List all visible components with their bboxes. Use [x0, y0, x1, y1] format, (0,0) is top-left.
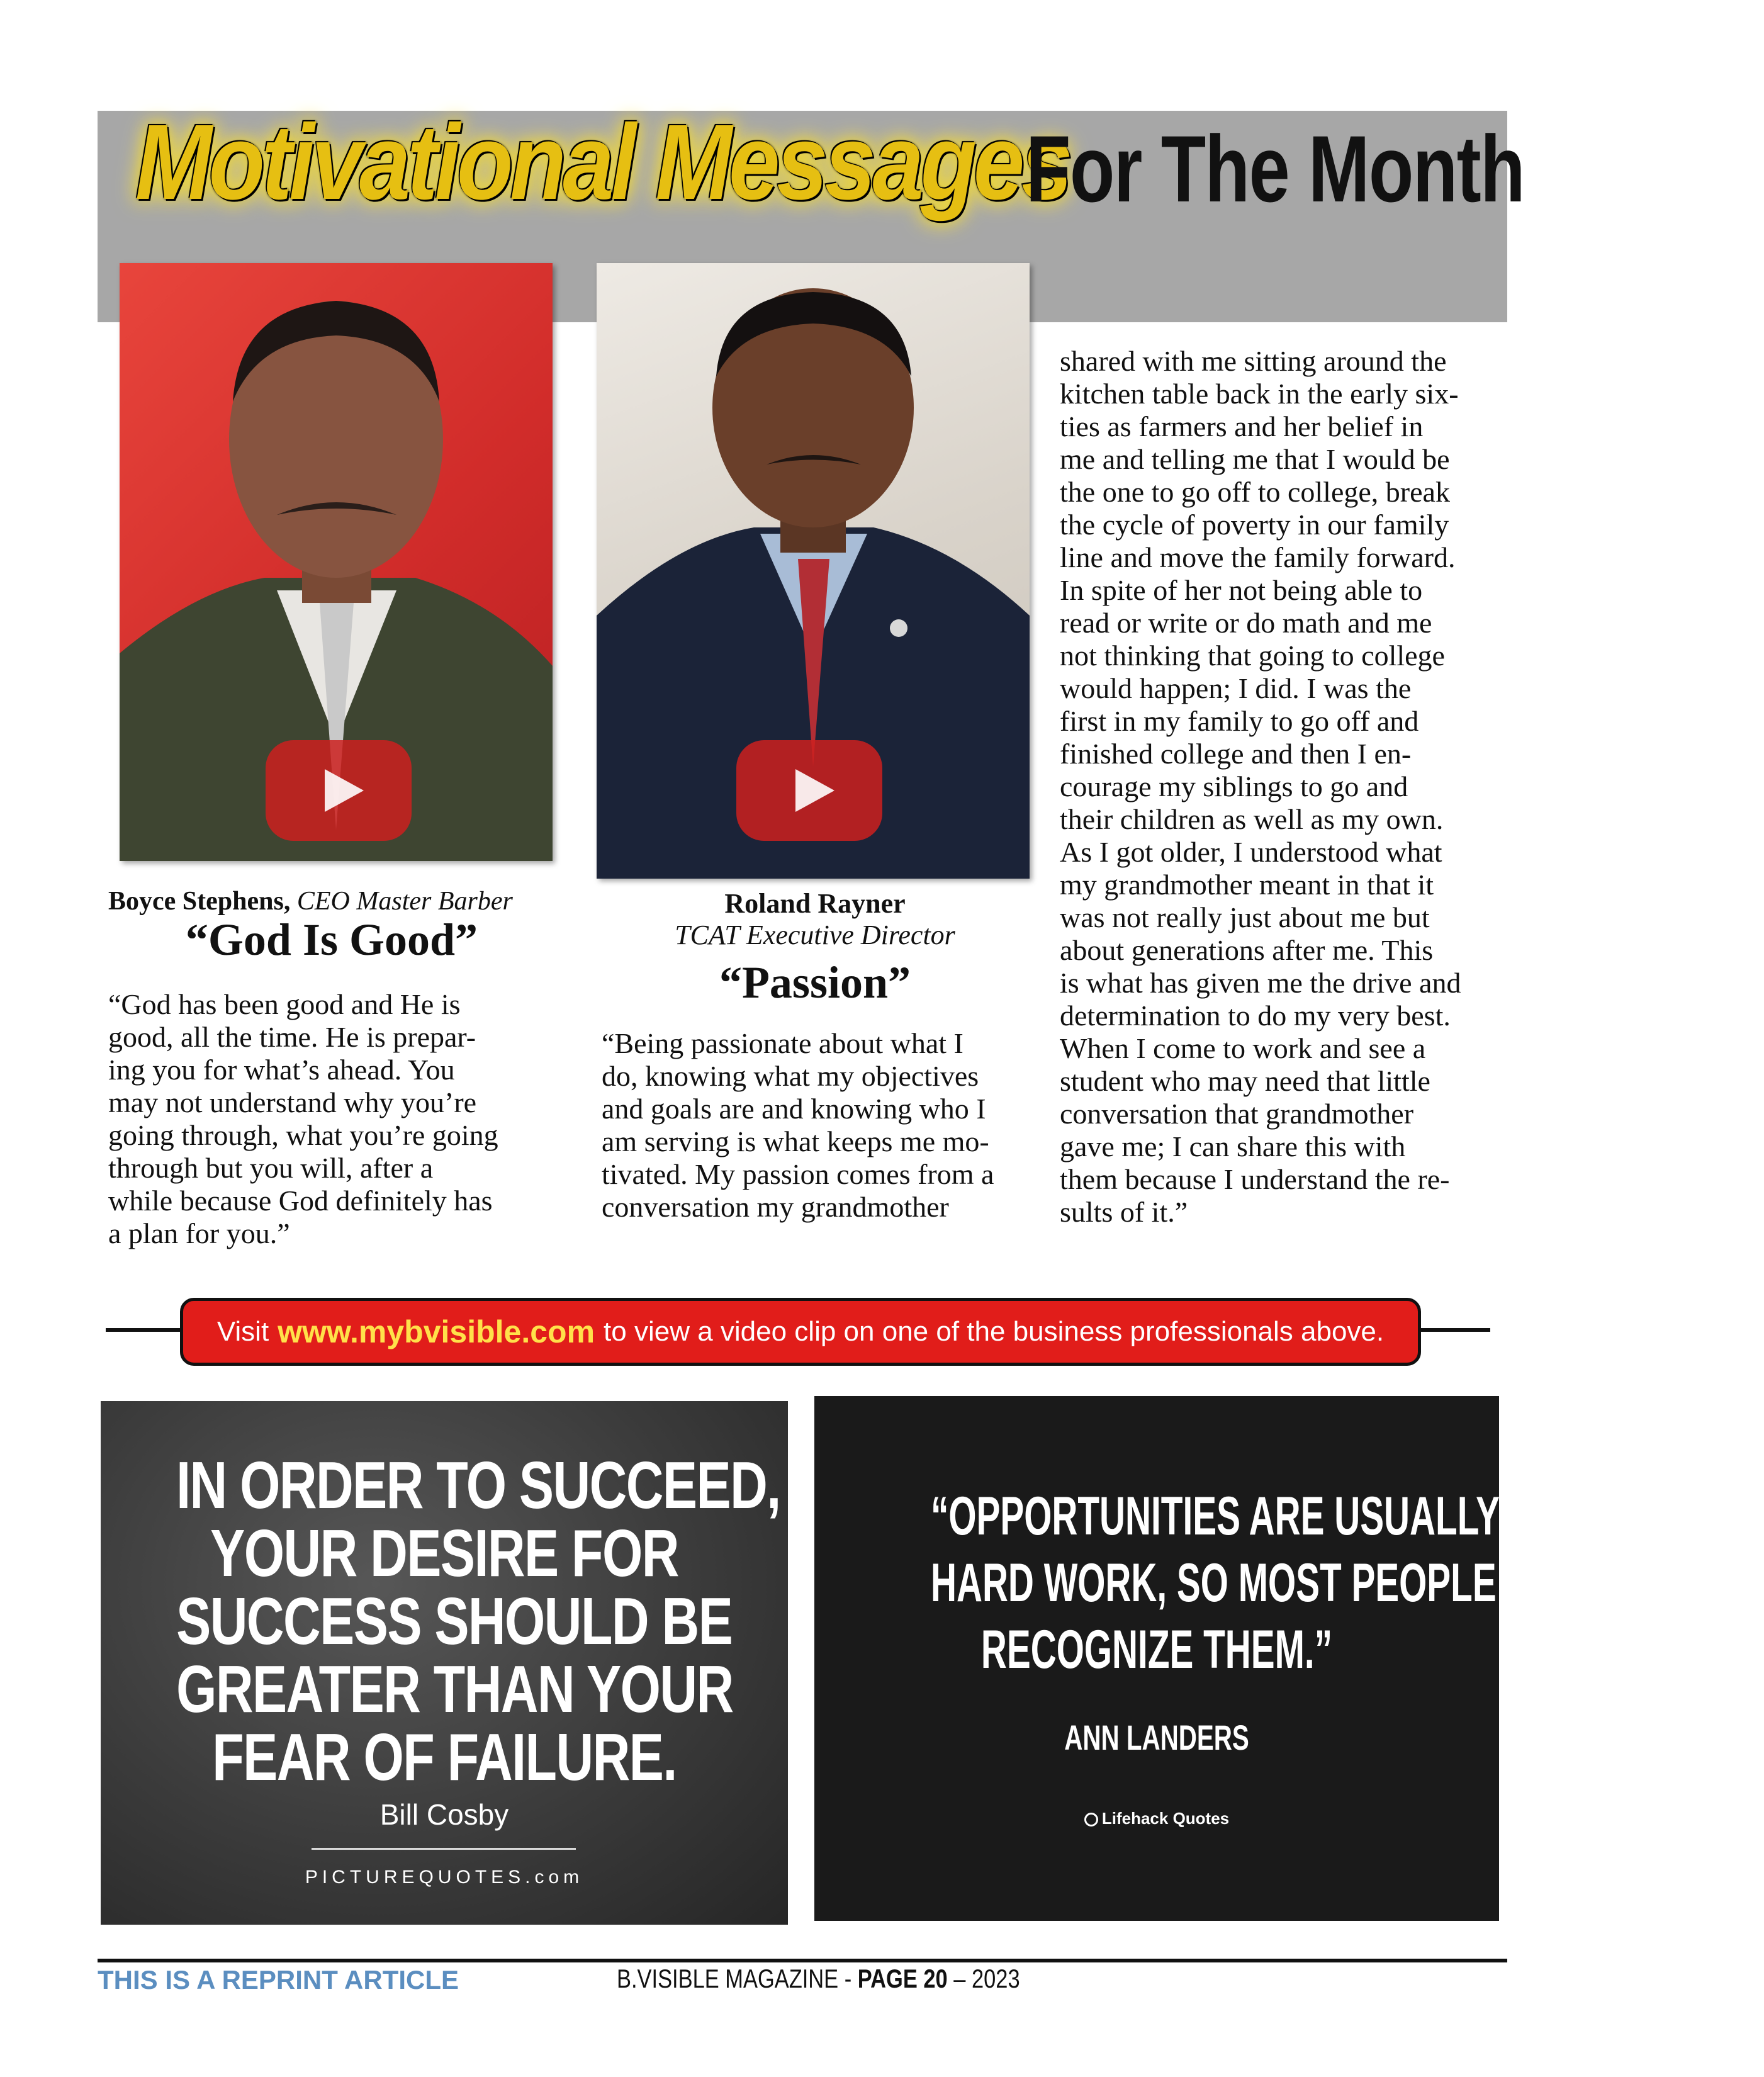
- photo-boyce-stephens[interactable]: [120, 263, 553, 861]
- quote-body: [602, 1027, 1036, 1224]
- quote-image-bill-cosby: [101, 1401, 788, 1925]
- title-sub: For The Month: [1026, 116, 1525, 222]
- quote-line: HARD WORK, SO MOST PEOPLE DON’T: [930, 1553, 1618, 1613]
- body-line: going through, what you’re going: [108, 1119, 498, 1151]
- quote-body-continued: [1060, 345, 1500, 1229]
- body-line: may not understand why you’re: [108, 1086, 477, 1118]
- copyright-icon: [1084, 1813, 1098, 1827]
- video-banner: [180, 1298, 1421, 1366]
- quote-line: FEAR OF FAILURE.: [212, 1720, 677, 1794]
- body-line: read or write or do math and me: [1060, 607, 1432, 639]
- body-line: finished college and then I en-: [1060, 738, 1412, 770]
- body-line: student who may need that little: [1060, 1065, 1430, 1097]
- quote-text: [814, 1483, 1764, 1683]
- body-line: conversation that grandmother: [1060, 1098, 1414, 1130]
- body-line: through but you will, after a: [108, 1152, 434, 1184]
- title-main: Motivational Messages: [135, 103, 1070, 222]
- body-line: kitchen table back in the early six-: [1060, 378, 1459, 410]
- body-line: When I come to work and see a: [1060, 1032, 1426, 1064]
- body-line: courage my siblings to go and: [1060, 770, 1408, 802]
- banner-url-link[interactable]: www.mybvisible.com: [278, 1314, 595, 1349]
- body-line: would happen; I did. I was the: [1060, 672, 1412, 704]
- quote-author: ANN LANDERS: [1064, 1718, 1249, 1757]
- reprint-label: THIS IS A REPRINT ARTICLE: [98, 1965, 459, 1995]
- speaker-role: TCAT Executive Director: [675, 920, 955, 950]
- body-line: about generations after me. This: [1060, 934, 1434, 966]
- footer-magazine-line: [617, 1964, 1020, 1994]
- quote-credit: Lifehack Quotes: [1101, 1809, 1230, 1828]
- photo-roland-rayner[interactable]: [597, 263, 1030, 879]
- speaker-name: Boyce Stephens,: [108, 887, 291, 916]
- body-line: while because God definitely has: [108, 1185, 493, 1217]
- speaker-name: Roland Rayner: [724, 888, 906, 919]
- body-line: is what has given me the drive and: [1060, 967, 1461, 999]
- body-line: their children as well as my own.: [1060, 803, 1444, 835]
- body-line: good, all the time. He is prepar-: [108, 1021, 476, 1053]
- body-line: first in my family to go off and: [1060, 705, 1419, 737]
- body-line: a plan for you.”: [108, 1217, 290, 1249]
- quote-title: “Passion”: [719, 957, 911, 1008]
- quote-title: “God Is Good”: [185, 915, 478, 965]
- year: – 2023: [953, 1964, 1020, 1993]
- quote-text: [101, 1448, 788, 1794]
- quote-line: SUCCESS SHOULD BE: [176, 1584, 733, 1658]
- quote-author: Bill Cosby: [379, 1798, 509, 1831]
- body-line: my grandmother meant in that it: [1060, 869, 1434, 901]
- body-line: line and move the family forward.: [1060, 541, 1456, 573]
- body-line: conversation my grandmother: [602, 1191, 949, 1223]
- quote-line: RECOGNIZE THEM.”: [980, 1619, 1333, 1680]
- quote-line: “OPPORTUNITIES ARE USUALLY DISGUISED AS: [930, 1486, 1764, 1546]
- magazine-name: B.VISIBLE MAGAZINE -: [617, 1964, 852, 1993]
- body-line: the cycle of poverty in our family: [1060, 509, 1449, 541]
- body-line: As I got older, I understood what: [1060, 836, 1442, 868]
- quote-credit-line: [814, 1809, 1499, 1828]
- body-line: “God has been good and He is: [108, 988, 461, 1020]
- play-button-icon[interactable]: [736, 740, 882, 841]
- body-line: ties as farmers and her belief in: [1060, 410, 1424, 442]
- body-line: sults of it.”: [1060, 1196, 1188, 1228]
- divider: [312, 1848, 576, 1850]
- body-line: In spite of her not being able to: [1060, 574, 1423, 606]
- banner-suffix: to view a video clip on one of the business professionals above.: [604, 1316, 1385, 1347]
- quote-line: YOUR DESIRE FOR: [210, 1516, 678, 1590]
- play-button-icon[interactable]: [266, 740, 412, 841]
- body-line: and goals are and knowing who I: [602, 1093, 986, 1125]
- body-line: tivated. My passion comes from a: [602, 1158, 994, 1190]
- quote-credit: PICTUREQUOTES.com: [305, 1867, 584, 1888]
- speaker-name-line: [108, 886, 513, 916]
- body-line: the one to go off to college, break: [1060, 476, 1450, 508]
- footer-rule: [98, 1959, 1507, 1962]
- quote-body: [108, 988, 561, 1250]
- body-line: am serving is what keeps me mo-: [602, 1125, 989, 1157]
- body-line: me and telling me that I would be: [1060, 443, 1450, 475]
- body-line: not thinking that going to college: [1060, 639, 1445, 672]
- body-line: them because I understand the re-: [1060, 1163, 1450, 1195]
- body-line: gave me; I can share this with: [1060, 1130, 1406, 1162]
- body-line: determination to do my very best.: [1060, 999, 1451, 1032]
- page-number: PAGE 20: [857, 1964, 948, 1993]
- speaker-role: CEO Master Barber: [296, 887, 513, 916]
- quote-line: IN ORDER TO SUCCEED,: [176, 1448, 780, 1523]
- body-line: ing you for what’s ahead. You: [108, 1054, 455, 1086]
- quote-image-ann-landers: [814, 1396, 1764, 1921]
- quote-line: GREATER THAN YOUR: [176, 1652, 733, 1726]
- body-line: “Being passionate about what I: [602, 1027, 963, 1059]
- body-line: shared with me sitting around the: [1060, 345, 1447, 377]
- body-line: was not really just about me but: [1060, 901, 1430, 933]
- body-line: do, knowing what my objectives: [602, 1060, 979, 1092]
- banner-prefix: Visit: [216, 1316, 269, 1347]
